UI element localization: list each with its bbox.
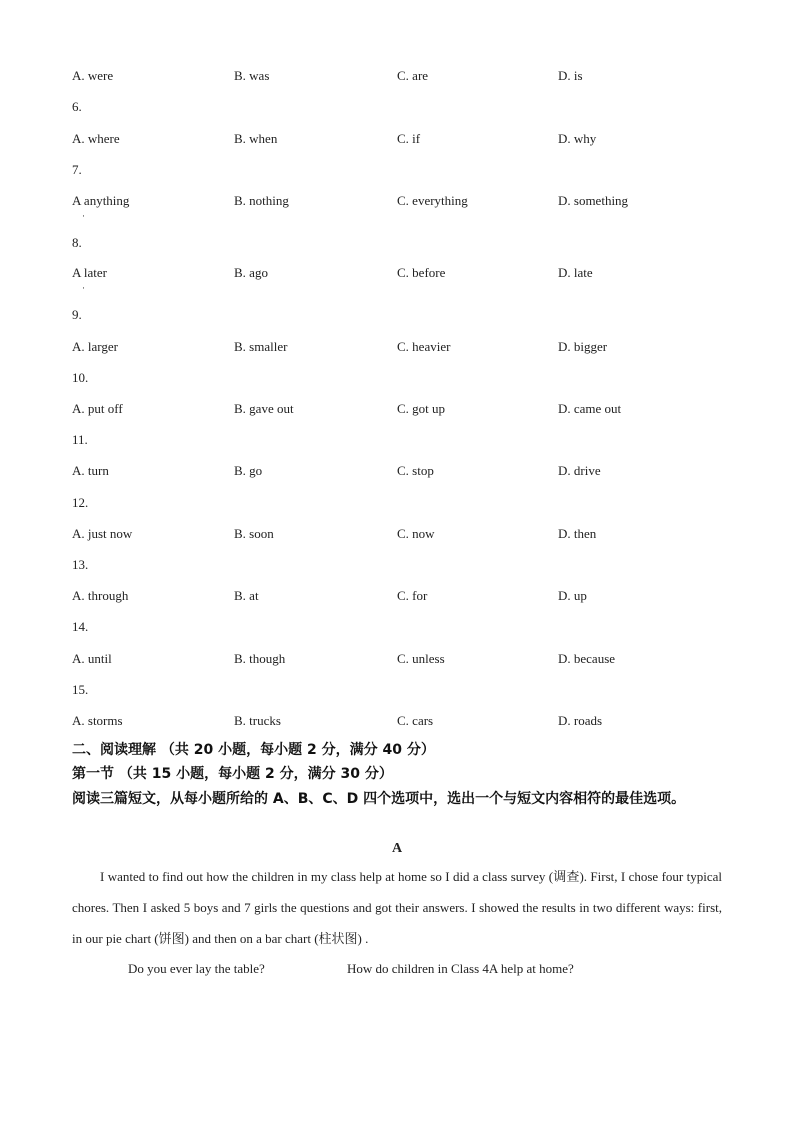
question-options-row — [72, 461, 732, 481]
option-a[interactable]: A. turn — [72, 463, 109, 478]
option-c[interactable]: C. now — [397, 526, 435, 541]
option-b[interactable]: B. smaller — [234, 339, 288, 354]
option-b[interactable]: B. gave out — [234, 401, 294, 416]
option-d[interactable]: D. up — [558, 588, 587, 603]
option-c[interactable]: C. heavier — [397, 339, 451, 354]
passage-text — [72, 861, 722, 954]
option-d[interactable]: D. why — [558, 131, 597, 146]
option-d[interactable]: D. roads — [558, 713, 603, 728]
stray-dot-mark: · — [82, 283, 85, 293]
option-b[interactable]: B. trucks — [234, 713, 281, 728]
option-a[interactable]: A anything — [72, 193, 130, 208]
question-number: 10. — [72, 370, 89, 385]
question-options-row — [72, 649, 732, 669]
passage-label: A — [391, 841, 403, 856]
option-d[interactable]: D. late — [558, 265, 593, 280]
option-c[interactable]: C. cars — [397, 713, 434, 728]
question-number: 6. — [72, 99, 82, 114]
stray-dot-mark: · — [82, 211, 85, 221]
question-number: 15. — [72, 682, 89, 697]
passage-paragraph: I wanted to find out how the children in my class help at home so I did a class survey (调查). First, I chose four typical chores. Then I asked 5 boys and 7 girls the questions and got their answers. I showed the results in two different ways: first, in our pie chart (饼图) and then on a bar chart (柱状图) . — [72, 869, 722, 946]
question-number: 7. — [72, 162, 82, 177]
option-b[interactable]: B. nothing — [234, 193, 289, 208]
option-c[interactable]: C. if — [397, 131, 421, 146]
option-c[interactable]: C. before — [397, 265, 446, 280]
option-d[interactable]: D. something — [558, 193, 629, 208]
option-b[interactable]: B. when — [234, 131, 278, 146]
option-b[interactable]: B. though — [234, 651, 286, 666]
option-d[interactable]: D. drive — [558, 463, 601, 478]
option-d[interactable]: D. bigger — [558, 339, 608, 354]
option-a[interactable]: A. were — [72, 68, 114, 83]
question-options-row — [72, 399, 732, 419]
option-b[interactable]: B. ago — [234, 265, 268, 280]
question-options-row — [72, 337, 732, 357]
question-number: 9. — [72, 307, 82, 322]
option-b[interactable]: B. was — [234, 68, 270, 83]
option-a[interactable]: A. where — [72, 131, 120, 146]
option-a[interactable]: A. put off — [72, 401, 123, 416]
option-b[interactable]: B. at — [234, 588, 259, 603]
question-options-row — [72, 586, 732, 606]
question-options-row — [72, 191, 732, 211]
option-d[interactable]: D. then — [558, 526, 597, 541]
question-options-row — [72, 263, 732, 283]
option-a[interactable]: A. through — [72, 588, 129, 603]
pie-chart-caption: Do you ever lay the table? — [128, 961, 265, 976]
question-options-row — [72, 129, 732, 149]
option-b[interactable]: B. go — [234, 463, 263, 478]
option-c[interactable]: C. stop — [397, 463, 434, 478]
option-d[interactable]: D. is — [558, 68, 583, 83]
option-c[interactable]: C. for — [397, 588, 428, 603]
question-options-row — [72, 66, 732, 86]
question-number: 12. — [72, 495, 89, 510]
option-c[interactable]: C. everything — [397, 193, 468, 208]
option-c[interactable]: C. got up — [397, 401, 446, 416]
option-a[interactable]: A. storms — [72, 713, 123, 728]
question-number: 11. — [72, 432, 88, 447]
option-a[interactable]: A. just now — [72, 526, 133, 541]
option-a[interactable]: A. larger — [72, 339, 118, 354]
option-d[interactable]: D. because — [558, 651, 616, 666]
question-number: 14. — [72, 619, 89, 634]
part-title: 第一节 （共 15 小题，每小题 2 分，满分 30 分） — [72, 766, 393, 782]
option-b[interactable]: B. soon — [234, 526, 274, 541]
question-number: 13. — [72, 557, 89, 572]
question-number: 8. — [72, 235, 82, 250]
section-title: 二、阅读理解 （共 20 小题，每小题 2 分，满分 40 分） — [72, 742, 435, 758]
option-d[interactable]: D. came out — [558, 401, 622, 416]
option-a[interactable]: A later — [72, 265, 108, 280]
bar-chart-caption: How do children in Class 4A help at home? — [347, 961, 574, 976]
section-instruction: 阅读三篇短文，从每小题所给的 A、B、C、D 四个选项中，选出一个与短文内容相符的最佳选项。 — [72, 791, 686, 807]
option-a[interactable]: A. until — [72, 651, 112, 666]
option-c[interactable]: C. unless — [397, 651, 445, 666]
option-c[interactable]: C. are — [397, 68, 429, 83]
question-options-row — [72, 524, 732, 544]
question-options-row — [72, 711, 732, 731]
